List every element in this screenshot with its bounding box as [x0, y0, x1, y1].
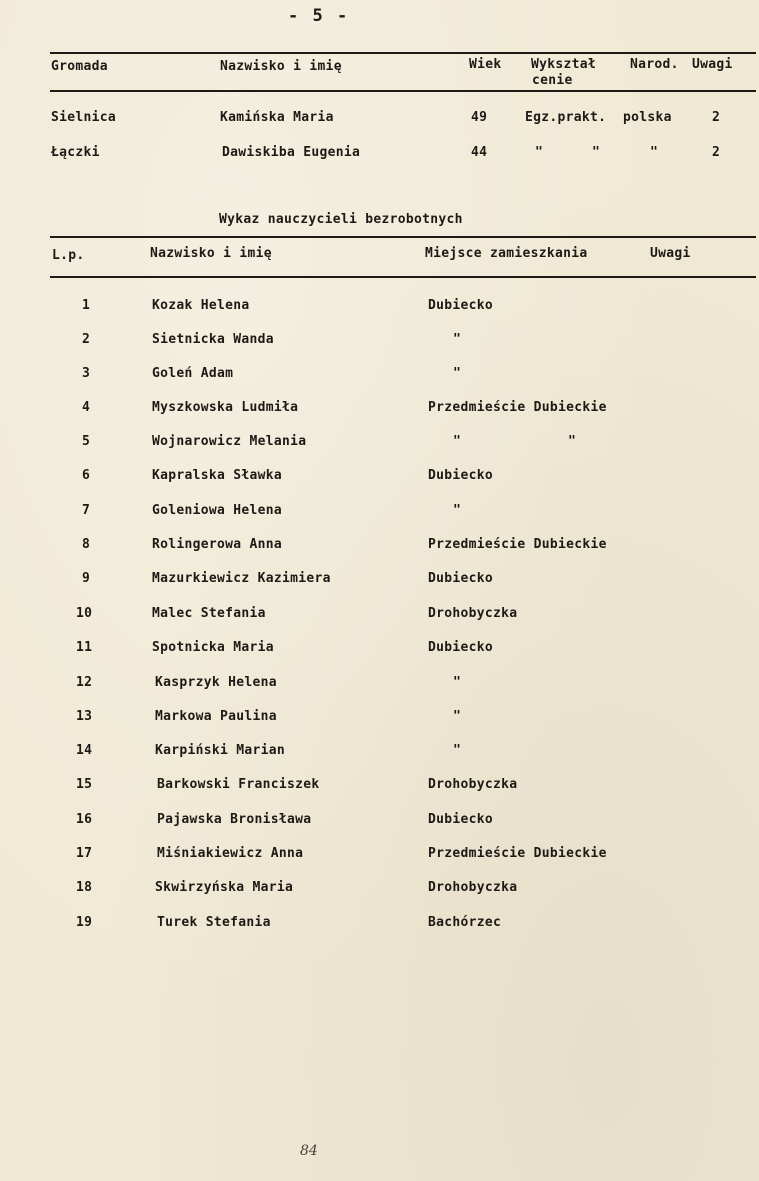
table1-header-rule: [50, 90, 756, 92]
cell-miejsce: Dubiecko: [428, 298, 494, 313]
table-row: [0, 640, 759, 664]
cell-nazwisko: Wojnarowicz Melania: [152, 434, 307, 449]
cell-miejsce: ": [453, 332, 462, 347]
cell-nazwisko: Barkowski Franciszek: [157, 777, 320, 792]
cell-uwagi: 2: [712, 145, 721, 160]
cell-lp: 13: [76, 709, 93, 724]
cell-nazwisko: Markowa Paulina: [155, 709, 277, 724]
table-row: [0, 468, 759, 492]
header-narod: Narod.: [630, 57, 679, 72]
cell-lp: 12: [76, 675, 93, 690]
table-row: [0, 298, 759, 322]
cell-miejsce: Dubiecko: [428, 812, 494, 827]
page-number: - 5 -: [288, 6, 350, 26]
cell-lp: 5: [82, 434, 91, 449]
table-row: [0, 434, 759, 458]
cell-nazwisko: Kamińska Maria: [220, 110, 334, 125]
cell-miejsce-ditto: ": [568, 434, 577, 449]
cell-narod: ": [650, 145, 659, 160]
cell-miejsce: ": [453, 675, 462, 690]
header-lp: L.p.: [52, 248, 85, 263]
cell-lp: 2: [82, 332, 91, 347]
cell-miejsce: ": [453, 434, 462, 449]
cell-gromada: Łączki: [51, 145, 100, 160]
header-nazwisko: Nazwisko i imię: [220, 59, 342, 74]
cell-nazwisko: Kozak Helena: [152, 298, 250, 313]
cell-lp: 10: [76, 606, 93, 621]
cell-uwagi: 2: [712, 110, 721, 125]
header-nazwisko: Nazwisko i imię: [150, 246, 272, 261]
table-row: [0, 675, 759, 699]
cell-nazwisko: Rolingerowa Anna: [152, 537, 283, 552]
table2-header-rule: [50, 276, 756, 278]
cell-nazwisko: Mazurkiewicz Kazimiera: [152, 571, 331, 586]
cell-nazwisko: Myszkowska Ludmiła: [152, 400, 299, 415]
cell-nazwisko: Goleń Adam: [152, 366, 234, 381]
table-row: [0, 880, 759, 904]
table2-top-rule: [50, 236, 756, 238]
table-row: [0, 846, 759, 870]
cell-nazwisko: Turek Stefania: [157, 915, 271, 930]
cell-gromada: Sielnica: [51, 110, 117, 125]
cell-lp: 15: [76, 777, 93, 792]
cell-nazwisko: Skwirzyńska Maria: [155, 880, 294, 895]
cell-miejsce: Drohobyczka: [428, 606, 518, 621]
cell-miejsce: ": [453, 709, 462, 724]
cell-lp: 8: [82, 537, 91, 552]
header-miejsce: Miejsce zamieszkania: [425, 246, 588, 261]
cell-nazwisko: Malec Stefania: [152, 606, 266, 621]
table-row: [0, 571, 759, 595]
cell-miejsce: ": [453, 503, 462, 518]
table-row: [0, 145, 759, 169]
table-row: [0, 110, 759, 134]
table2-title: Wykaz nauczycieli bezrobotnych: [219, 212, 463, 227]
table1-top-rule: [50, 52, 756, 54]
cell-nazwisko: Karpiński Marian: [155, 743, 286, 758]
cell-nazwisko: Spotnicka Maria: [152, 640, 274, 655]
table-row: [0, 366, 759, 390]
cell-lp: 6: [82, 468, 91, 483]
cell-lp: 11: [76, 640, 93, 655]
cell-lp: 14: [76, 743, 93, 758]
header-wyksztal-line2: cenie: [532, 73, 573, 88]
table-row: [0, 503, 759, 527]
cell-wyksztal: Egz.prakt.: [525, 110, 607, 125]
table-row: [0, 332, 759, 356]
header-wiek: Wiek: [469, 57, 502, 72]
header-wyksztal-line1: Wykształ: [531, 57, 597, 72]
cell-lp: 3: [82, 366, 91, 381]
cell-miejsce: Dubiecko: [428, 640, 494, 655]
cell-narod: polska: [623, 110, 672, 125]
cell-nazwisko: Miśniakiewicz Anna: [157, 846, 304, 861]
cell-miejsce: Dubiecko: [428, 468, 494, 483]
header-uwagi: Uwagi: [650, 246, 691, 261]
cell-nazwisko: Sietnicka Wanda: [152, 332, 274, 347]
cell-lp: 18: [76, 880, 93, 895]
cell-nazwisko: Pajawska Bronisława: [157, 812, 312, 827]
cell-wyksztal: ": [535, 145, 544, 160]
cell-lp: 7: [82, 503, 91, 518]
table-row: [0, 400, 759, 424]
cell-lp: 19: [76, 915, 93, 930]
cell-nazwisko: Dawiskiba Eugenia: [222, 145, 361, 160]
cell-wyksztal-ditto: ": [592, 145, 601, 160]
table-row: [0, 709, 759, 733]
cell-miejsce: Drohobyczka: [428, 880, 518, 895]
cell-miejsce: Przedmieście Dubieckie: [428, 537, 607, 552]
cell-miejsce: Przedmieście Dubieckie: [428, 846, 607, 861]
table-row: [0, 743, 759, 767]
cell-nazwisko: Kasprzyk Helena: [155, 675, 277, 690]
header-uwagi: Uwagi: [692, 57, 733, 72]
table-row: [0, 777, 759, 801]
cell-miejsce: ": [453, 743, 462, 758]
table-row: [0, 537, 759, 561]
cell-nazwisko: Kapralska Sławka: [152, 468, 283, 483]
table-row: [0, 915, 759, 939]
table-row: [0, 812, 759, 836]
cell-lp: 16: [76, 812, 93, 827]
cell-miejsce: ": [453, 366, 462, 381]
cell-miejsce: Przedmieście Dubieckie: [428, 400, 607, 415]
cell-lp: 9: [82, 571, 91, 586]
cell-lp: 17: [76, 846, 93, 861]
header-gromada: Gromada: [51, 59, 108, 74]
cell-miejsce: Bachórzec: [428, 915, 502, 930]
cell-wiek: 49: [471, 110, 488, 125]
cell-nazwisko: Goleniowa Helena: [152, 503, 283, 518]
cell-miejsce: Dubiecko: [428, 571, 494, 586]
table-row: [0, 606, 759, 630]
cell-lp: 4: [82, 400, 91, 415]
cell-lp: 1: [82, 298, 91, 313]
cell-miejsce: Drohobyczka: [428, 777, 518, 792]
handwritten-page-number: 84: [300, 1143, 318, 1159]
cell-wiek: 44: [471, 145, 488, 160]
